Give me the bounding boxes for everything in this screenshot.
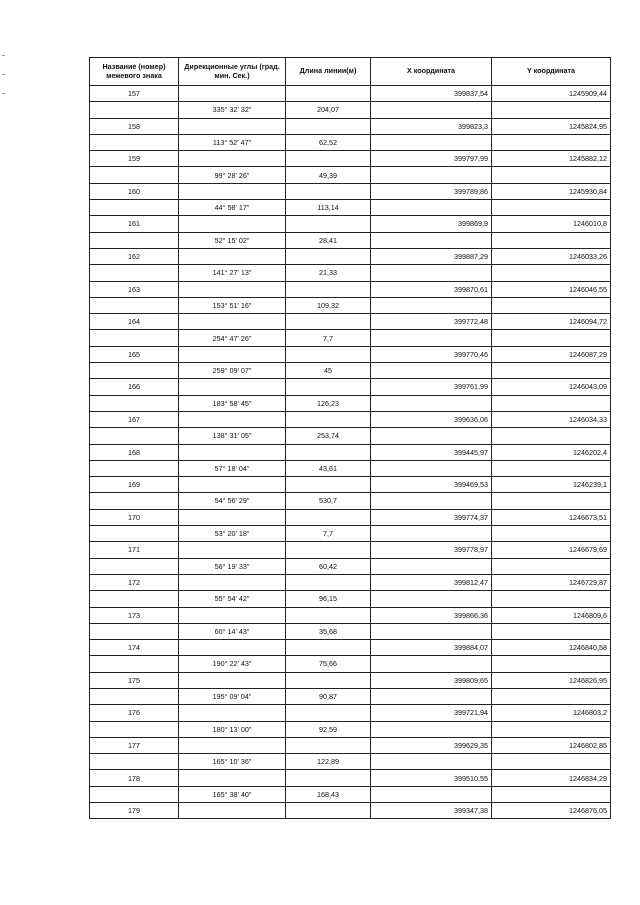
marker-name-cell <box>90 656 179 672</box>
binding-marks <box>2 55 8 115</box>
marker-name-cell: 178 <box>90 770 179 786</box>
y-coordinate-cell: 1246034,33 <box>492 411 611 427</box>
direction-angle-cell <box>179 444 286 460</box>
line-length-cell <box>286 607 371 623</box>
table-row <box>90 640 611 656</box>
x-coordinate-cell: 399770,46 <box>371 346 492 362</box>
direction-angle-cell <box>179 705 286 721</box>
line-length-cell: 28,41 <box>286 232 371 248</box>
line-length-cell <box>286 574 371 590</box>
x-coordinate-cell <box>371 623 492 639</box>
x-coordinate-cell <box>371 200 492 216</box>
y-coordinate-cell: 1246202,4 <box>492 444 611 460</box>
direction-angle-cell <box>179 118 286 134</box>
x-coordinate-cell: 399887,29 <box>371 248 492 264</box>
marker-name-cell <box>90 460 179 476</box>
y-coordinate-cell <box>492 330 611 346</box>
line-length-cell <box>286 705 371 721</box>
direction-angle-cell: 99° 28' 26" <box>179 167 286 183</box>
y-coordinate-cell: 1246673,51 <box>492 509 611 525</box>
direction-angle-cell <box>179 346 286 362</box>
table-row <box>90 363 611 379</box>
y-coordinate-cell: 1245824,95 <box>492 118 611 134</box>
y-coordinate-cell: 1246010,8 <box>492 216 611 232</box>
y-coordinate-cell: 1246043,09 <box>492 379 611 395</box>
line-length-cell: 122,89 <box>286 754 371 770</box>
table-body <box>90 86 611 819</box>
marker-name-cell: 166 <box>90 379 179 395</box>
table-row <box>90 428 611 444</box>
line-length-cell <box>286 216 371 232</box>
table-row <box>90 672 611 688</box>
coordinates-table <box>89 57 611 819</box>
marker-name-cell: 169 <box>90 477 179 493</box>
line-length-cell: 7,7 <box>286 526 371 542</box>
table-row <box>90 477 611 493</box>
marker-name-cell: 159 <box>90 151 179 167</box>
marker-name-cell: 157 <box>90 86 179 102</box>
marker-name-cell <box>90 330 179 346</box>
direction-angle-cell <box>179 183 286 199</box>
marker-name-cell <box>90 688 179 704</box>
direction-angle-cell: 54° 56' 29" <box>179 493 286 509</box>
y-coordinate-cell: 1245882,12 <box>492 151 611 167</box>
line-length-cell <box>286 118 371 134</box>
x-coordinate-cell <box>371 395 492 411</box>
marker-name-cell: 175 <box>90 672 179 688</box>
table-row <box>90 395 611 411</box>
x-coordinate-cell: 399761,99 <box>371 379 492 395</box>
table-row <box>90 803 611 819</box>
direction-angle-cell <box>179 314 286 330</box>
direction-angle-cell <box>179 770 286 786</box>
table-row <box>90 591 611 607</box>
direction-angle-cell <box>179 151 286 167</box>
x-coordinate-cell: 399774,37 <box>371 509 492 525</box>
marker-name-cell: 174 <box>90 640 179 656</box>
x-coordinate-cell: 399809,65 <box>371 672 492 688</box>
line-length-cell <box>286 411 371 427</box>
y-coordinate-cell <box>492 200 611 216</box>
direction-angle-cell <box>179 574 286 590</box>
x-coordinate-cell: 399869,9 <box>371 216 492 232</box>
y-coordinate-cell <box>492 232 611 248</box>
x-coordinate-cell: 399870,61 <box>371 281 492 297</box>
line-length-cell: 90,87 <box>286 688 371 704</box>
y-coordinate-cell <box>492 656 611 672</box>
x-coordinate-cell <box>371 558 492 574</box>
table-row <box>90 786 611 802</box>
direction-angle-cell <box>179 86 286 102</box>
y-coordinate-cell: 1246046,55 <box>492 281 611 297</box>
table-row <box>90 216 611 232</box>
y-coordinate-cell: 1246840,58 <box>492 640 611 656</box>
marker-name-cell: 172 <box>90 574 179 590</box>
table-row <box>90 411 611 427</box>
marker-name-cell: 160 <box>90 183 179 199</box>
y-coordinate-cell: 1246834,29 <box>492 770 611 786</box>
table-row <box>90 754 611 770</box>
y-coordinate-cell <box>492 754 611 770</box>
x-coordinate-cell: 399347,38 <box>371 803 492 819</box>
table-row <box>90 330 611 346</box>
marker-name-cell <box>90 558 179 574</box>
x-coordinate-cell <box>371 232 492 248</box>
direction-angle-cell: 60° 14' 43" <box>179 623 286 639</box>
direction-angle-cell <box>179 477 286 493</box>
header-y-coordinate: Y координата <box>492 58 611 86</box>
x-coordinate-cell: 399823,3 <box>371 118 492 134</box>
x-coordinate-cell <box>371 167 492 183</box>
y-coordinate-cell <box>492 688 611 704</box>
direction-angle-cell: 183° 58' 45" <box>179 395 286 411</box>
line-length-cell <box>286 151 371 167</box>
line-length-cell: 109,32 <box>286 297 371 313</box>
line-length-cell: 530,7 <box>286 493 371 509</box>
table-row <box>90 542 611 558</box>
line-length-cell <box>286 183 371 199</box>
direction-angle-cell: 57° 18' 04" <box>179 460 286 476</box>
line-length-cell <box>286 803 371 819</box>
table-row <box>90 232 611 248</box>
x-coordinate-cell: 399837,54 <box>371 86 492 102</box>
direction-angle-cell: 55° 54' 42" <box>179 591 286 607</box>
line-length-cell: 75,66 <box>286 656 371 672</box>
table-row <box>90 770 611 786</box>
direction-angle-cell: 141° 27' 13" <box>179 265 286 281</box>
y-coordinate-cell <box>492 102 611 118</box>
x-coordinate-cell <box>371 754 492 770</box>
x-coordinate-cell: 399629,35 <box>371 737 492 753</box>
marker-name-cell <box>90 721 179 737</box>
table-row <box>90 86 611 102</box>
x-coordinate-cell: 399866,36 <box>371 607 492 623</box>
table-row <box>90 346 611 362</box>
marker-name-cell: 179 <box>90 803 179 819</box>
y-coordinate-cell: 1246033,26 <box>492 248 611 264</box>
x-coordinate-cell <box>371 688 492 704</box>
direction-angle-cell: 165° 10' 36" <box>179 754 286 770</box>
table-row <box>90 509 611 525</box>
line-length-cell: 113,14 <box>286 200 371 216</box>
marker-name-cell <box>90 786 179 802</box>
marker-name-cell <box>90 395 179 411</box>
direction-angle-cell: 44° 58' 17" <box>179 200 286 216</box>
line-length-cell: 62,52 <box>286 134 371 150</box>
y-coordinate-cell <box>492 493 611 509</box>
x-coordinate-cell <box>371 265 492 281</box>
x-coordinate-cell: 399812,47 <box>371 574 492 590</box>
marker-name-cell: 176 <box>90 705 179 721</box>
marker-name-cell: 161 <box>90 216 179 232</box>
header-x-coordinate: X координата <box>371 58 492 86</box>
direction-angle-cell: 113° 52' 47" <box>179 134 286 150</box>
table-row <box>90 102 611 118</box>
direction-angle-cell <box>179 411 286 427</box>
table-row <box>90 134 611 150</box>
line-length-cell <box>286 477 371 493</box>
direction-angle-cell: 254° 47' 26" <box>179 330 286 346</box>
table-row <box>90 167 611 183</box>
direction-angle-cell <box>179 640 286 656</box>
line-length-cell <box>286 379 371 395</box>
table-row <box>90 183 611 199</box>
line-length-cell <box>286 86 371 102</box>
table-row <box>90 493 611 509</box>
line-length-cell <box>286 281 371 297</box>
table-row <box>90 526 611 542</box>
y-coordinate-cell: 1246239,1 <box>492 477 611 493</box>
line-length-cell <box>286 672 371 688</box>
direction-angle-cell <box>179 672 286 688</box>
y-coordinate-cell: 1246803,2 <box>492 705 611 721</box>
marker-name-cell: 158 <box>90 118 179 134</box>
y-coordinate-cell <box>492 786 611 802</box>
marker-name-cell <box>90 526 179 542</box>
table-row <box>90 118 611 134</box>
direction-angle-cell <box>179 509 286 525</box>
y-coordinate-cell <box>492 167 611 183</box>
marker-name-cell <box>90 754 179 770</box>
line-length-cell: 35,68 <box>286 623 371 639</box>
marker-name-cell: 163 <box>90 281 179 297</box>
y-coordinate-cell <box>492 265 611 281</box>
x-coordinate-cell <box>371 591 492 607</box>
marker-name-cell <box>90 591 179 607</box>
direction-angle-cell <box>179 216 286 232</box>
table-row <box>90 379 611 395</box>
table-row <box>90 607 611 623</box>
marker-name-cell <box>90 493 179 509</box>
x-coordinate-cell: 399445,97 <box>371 444 492 460</box>
table-row <box>90 574 611 590</box>
table-row <box>90 721 611 737</box>
line-length-cell: 126,23 <box>286 395 371 411</box>
y-coordinate-cell <box>492 297 611 313</box>
line-length-cell <box>286 346 371 362</box>
y-coordinate-cell <box>492 428 611 444</box>
table-header-row <box>90 58 611 86</box>
direction-angle-cell: 180° 13' 00" <box>179 721 286 737</box>
x-coordinate-cell <box>371 330 492 346</box>
table-row <box>90 656 611 672</box>
table-row <box>90 460 611 476</box>
header-direction-angle: Дирекционные углы (град. мин. Сек.) <box>179 58 286 86</box>
line-length-cell: 204,07 <box>286 102 371 118</box>
y-coordinate-cell: 1246802,85 <box>492 737 611 753</box>
x-coordinate-cell <box>371 460 492 476</box>
line-length-cell <box>286 314 371 330</box>
header-line-length: Длина линии(м) <box>286 58 371 86</box>
direction-angle-cell <box>179 607 286 623</box>
direction-angle-cell <box>179 281 286 297</box>
table-row <box>90 281 611 297</box>
marker-name-cell <box>90 428 179 444</box>
direction-angle-cell: 195° 09' 04" <box>179 688 286 704</box>
y-coordinate-cell: 1246809,6 <box>492 607 611 623</box>
direction-angle-cell <box>179 803 286 819</box>
line-length-cell <box>286 770 371 786</box>
line-length-cell: 96,15 <box>286 591 371 607</box>
y-coordinate-cell: 1246826,95 <box>492 672 611 688</box>
marker-name-cell: 173 <box>90 607 179 623</box>
direction-angle-cell: 190° 22' 43" <box>179 656 286 672</box>
x-coordinate-cell: 399636,06 <box>371 411 492 427</box>
marker-name-cell <box>90 134 179 150</box>
table-row <box>90 200 611 216</box>
x-coordinate-cell: 399778,97 <box>371 542 492 558</box>
x-coordinate-cell <box>371 526 492 542</box>
x-coordinate-cell: 399789,86 <box>371 183 492 199</box>
line-length-cell: 43,61 <box>286 460 371 476</box>
table-row <box>90 705 611 721</box>
header-marker-name: Название (номер) межевого знака <box>90 58 179 86</box>
marker-name-cell <box>90 265 179 281</box>
x-coordinate-cell: 399721,94 <box>371 705 492 721</box>
table-row <box>90 688 611 704</box>
marker-name-cell: 177 <box>90 737 179 753</box>
y-coordinate-cell: 1246876,05 <box>492 803 611 819</box>
y-coordinate-cell: 1246087,29 <box>492 346 611 362</box>
x-coordinate-cell <box>371 102 492 118</box>
line-length-cell <box>286 542 371 558</box>
direction-angle-cell: 165° 38' 40" <box>179 786 286 802</box>
y-coordinate-cell <box>492 363 611 379</box>
direction-angle-cell <box>179 379 286 395</box>
marker-name-cell <box>90 297 179 313</box>
line-length-cell: 168,43 <box>286 786 371 802</box>
x-coordinate-cell <box>371 428 492 444</box>
line-length-cell: 21,33 <box>286 265 371 281</box>
y-coordinate-cell <box>492 558 611 574</box>
table-row <box>90 248 611 264</box>
marker-name-cell <box>90 167 179 183</box>
direction-angle-cell: 335° 32' 32" <box>179 102 286 118</box>
line-length-cell <box>286 248 371 264</box>
direction-angle-cell: 53° 20' 18" <box>179 526 286 542</box>
table-row <box>90 444 611 460</box>
y-coordinate-cell: 1245930,84 <box>492 183 611 199</box>
x-coordinate-cell <box>371 297 492 313</box>
marker-name-cell <box>90 363 179 379</box>
x-coordinate-cell <box>371 493 492 509</box>
x-coordinate-cell: 399772,48 <box>371 314 492 330</box>
direction-angle-cell: 153° 51' 16" <box>179 297 286 313</box>
y-coordinate-cell: 1246729,87 <box>492 574 611 590</box>
marker-name-cell <box>90 623 179 639</box>
table-row <box>90 297 611 313</box>
direction-angle-cell: 259° 09' 07" <box>179 363 286 379</box>
x-coordinate-cell: 399510,55 <box>371 770 492 786</box>
y-coordinate-cell <box>492 526 611 542</box>
x-coordinate-cell <box>371 363 492 379</box>
x-coordinate-cell <box>371 721 492 737</box>
marker-name-cell: 171 <box>90 542 179 558</box>
marker-name-cell <box>90 200 179 216</box>
marker-name-cell: 164 <box>90 314 179 330</box>
marker-name-cell: 167 <box>90 411 179 427</box>
line-length-cell: 45 <box>286 363 371 379</box>
table-row <box>90 265 611 281</box>
y-coordinate-cell <box>492 623 611 639</box>
line-length-cell: 49,39 <box>286 167 371 183</box>
marker-name-cell: 170 <box>90 509 179 525</box>
x-coordinate-cell <box>371 134 492 150</box>
line-length-cell: 253,74 <box>286 428 371 444</box>
table-row <box>90 314 611 330</box>
table-row <box>90 558 611 574</box>
direction-angle-cell: 138° 31' 05" <box>179 428 286 444</box>
line-length-cell <box>286 444 371 460</box>
y-coordinate-cell: 1246094,72 <box>492 314 611 330</box>
y-coordinate-cell <box>492 721 611 737</box>
marker-name-cell <box>90 232 179 248</box>
line-length-cell: 7,7 <box>286 330 371 346</box>
y-coordinate-cell <box>492 591 611 607</box>
table-row <box>90 737 611 753</box>
line-length-cell <box>286 640 371 656</box>
direction-angle-cell <box>179 542 286 558</box>
x-coordinate-cell <box>371 786 492 802</box>
line-length-cell: 92,59 <box>286 721 371 737</box>
x-coordinate-cell <box>371 656 492 672</box>
x-coordinate-cell: 399469,53 <box>371 477 492 493</box>
marker-name-cell <box>90 102 179 118</box>
line-length-cell: 60,42 <box>286 558 371 574</box>
marker-name-cell: 168 <box>90 444 179 460</box>
marker-name-cell: 162 <box>90 248 179 264</box>
direction-angle-cell: 56° 19' 33" <box>179 558 286 574</box>
direction-angle-cell <box>179 248 286 264</box>
y-coordinate-cell <box>492 134 611 150</box>
y-coordinate-cell <box>492 460 611 476</box>
y-coordinate-cell: 1245909,44 <box>492 86 611 102</box>
table-row <box>90 623 611 639</box>
y-coordinate-cell <box>492 395 611 411</box>
marker-name-cell: 165 <box>90 346 179 362</box>
x-coordinate-cell: 399884,07 <box>371 640 492 656</box>
y-coordinate-cell: 1246679,69 <box>492 542 611 558</box>
table-row <box>90 151 611 167</box>
direction-angle-cell <box>179 737 286 753</box>
x-coordinate-cell: 399797,99 <box>371 151 492 167</box>
line-length-cell <box>286 509 371 525</box>
line-length-cell <box>286 737 371 753</box>
direction-angle-cell: 52° 15' 02" <box>179 232 286 248</box>
